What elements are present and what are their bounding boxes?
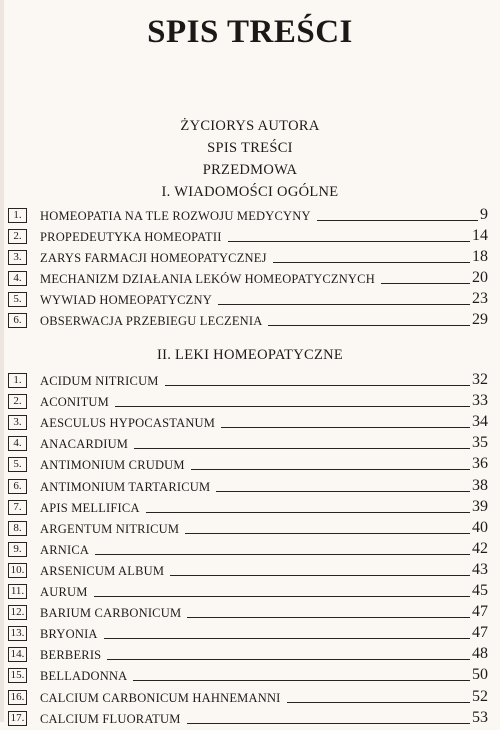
entry-number-box: 11. (8, 584, 27, 599)
entry-number-box: 3. (8, 415, 27, 430)
entry-label: ANTIMONIUM CRUDUM (40, 456, 191, 474)
entry-page-number: 53 (472, 708, 488, 726)
toc-entry (0, 291, 500, 311)
entry-page-number: 33 (472, 392, 488, 410)
entry-page-number: 29 (472, 311, 488, 328)
toc-entry (0, 312, 500, 332)
entry-label: PROPEDEUTYKA HOMEOPATII (40, 228, 228, 246)
toc-entry (0, 414, 500, 434)
entry-label: BERBERIS (40, 646, 107, 664)
entry-label: BRYONIA (40, 625, 104, 643)
entry-number-box: 5. (8, 292, 27, 307)
toc-entry (0, 562, 500, 582)
entry-page-number: 47 (472, 603, 488, 621)
entry-page-number: 35 (472, 434, 488, 452)
entry-page-number: 20 (472, 269, 488, 286)
entry-label: AESCULUS HYPOCASTANUM (40, 414, 221, 432)
entry-label: ANTIMONIUM TARTARICUM (40, 478, 216, 496)
toc-entry (0, 499, 500, 519)
entry-label: BELLADONNA (40, 667, 133, 685)
toc-entry (0, 478, 500, 498)
entry-number-box: 10. (8, 563, 27, 578)
entry-page-number: 18 (472, 248, 488, 265)
leader-line (40, 638, 478, 639)
entry-number-box: 7. (8, 500, 27, 515)
toc-entry (0, 520, 500, 540)
entry-page-number: 43 (472, 560, 488, 578)
entry-label: HOMEOPATIA NA TLE ROZWOJU MEDYCYNY (40, 207, 317, 225)
toc-entry (0, 435, 500, 455)
entry-label: BARIUM CARBONICUM (40, 604, 187, 622)
entry-label: OBSERWACJA PRZEBIEGU LECZENIA (40, 312, 268, 330)
entry-page-number: 23 (472, 290, 488, 307)
front-matter-biography: ŻYCIORYS AUTORA (180, 118, 320, 134)
front-matter-contents: SPIS TREŚCI (207, 140, 293, 156)
section-title-general: I. WIADOMOŚCI OGÓLNE (161, 184, 339, 200)
toc-entry (0, 646, 500, 666)
entry-number-box: 5. (8, 457, 27, 472)
entry-number-box: 3. (8, 250, 27, 265)
entry-label: ACONITUM (40, 393, 115, 411)
entry-number-box: 4. (8, 271, 27, 286)
entry-number-box: 17. (8, 711, 27, 726)
toc-entry (0, 270, 500, 290)
entry-label: CALCIUM FLUORATUM (40, 710, 187, 728)
entry-label: ACIDUM NITRICUM (40, 372, 165, 390)
entry-page-number: 52 (472, 687, 488, 705)
entry-label: MECHANIZM DZIAŁANIA LEKÓW HOMEOPATYCZNYCH (40, 270, 381, 288)
entry-number-box: 2. (8, 229, 27, 244)
toc-entry (0, 372, 500, 392)
entry-number-box: 8. (8, 521, 27, 536)
entry-label: CALCIUM CARBONICUM HAHNEMANNI (40, 689, 287, 707)
toc-entry (0, 710, 500, 730)
entry-number-box: 1. (8, 373, 27, 388)
toc-entry (0, 541, 500, 561)
toc-entry (0, 583, 500, 603)
entry-number-box: 6. (8, 313, 27, 328)
toc-entry (0, 249, 500, 269)
entry-number-box: 9. (8, 542, 27, 557)
entry-number-box: 12. (8, 605, 27, 620)
entry-label: ANACARDIUM (40, 435, 134, 453)
section-title-remedies: II. LEKI HOMEOPATYCZNE (156, 347, 344, 363)
toc-entry (0, 689, 500, 709)
entry-page-number: 32 (472, 371, 488, 388)
leader-line (40, 596, 478, 597)
entry-label: ARNICA (40, 541, 95, 559)
entry-page-number: 50 (472, 666, 488, 684)
entry-label: ARSENICUM ALBUM (40, 562, 170, 580)
entry-page-number: 9 (480, 206, 488, 223)
entry-page-number: 39 (472, 497, 488, 515)
entry-label: ZARYS FARMACJI HOMEOPATYCZNEJ (40, 249, 273, 267)
toc-entry (0, 604, 500, 624)
entry-number-box: 13. (8, 626, 27, 641)
entry-number-box: 6. (8, 479, 27, 494)
entry-page-number: 47 (472, 624, 488, 642)
leader-line (40, 554, 478, 555)
entry-number-box: 14. (8, 647, 27, 662)
toc-entry (0, 667, 500, 687)
entry-page-number: 48 (472, 645, 488, 663)
entry-page-number: 14 (472, 227, 488, 244)
entry-number-box: 4. (8, 436, 27, 451)
entry-number-box: 1. (8, 208, 27, 223)
entry-number-box: 15. (8, 668, 27, 683)
entry-page-number: 40 (472, 518, 488, 536)
entry-label: APIS MELLIFICA (40, 499, 146, 517)
toc-entry (0, 207, 500, 227)
toc-entry (0, 456, 500, 476)
entry-label: WYWIAD HOMEOPATYCZNY (40, 291, 218, 309)
entry-page-number: 36 (472, 455, 488, 473)
front-matter-preface: PRZEDMOWA (202, 162, 298, 178)
entry-label: ARGENTUM NITRICUM (40, 520, 185, 538)
toc-entry (0, 228, 500, 248)
page-title: SPIS TREŚCI (147, 14, 353, 50)
entry-page-number: 38 (472, 476, 488, 494)
toc-entry (0, 393, 500, 413)
entry-page-number: 34 (472, 413, 488, 431)
entry-label: AURUM (40, 583, 94, 601)
entry-page-number: 45 (472, 582, 488, 599)
entry-number-box: 2. (8, 394, 27, 409)
entry-page-number: 42 (472, 539, 488, 557)
toc-entry (0, 625, 500, 645)
entry-number-box: 16. (8, 690, 27, 705)
